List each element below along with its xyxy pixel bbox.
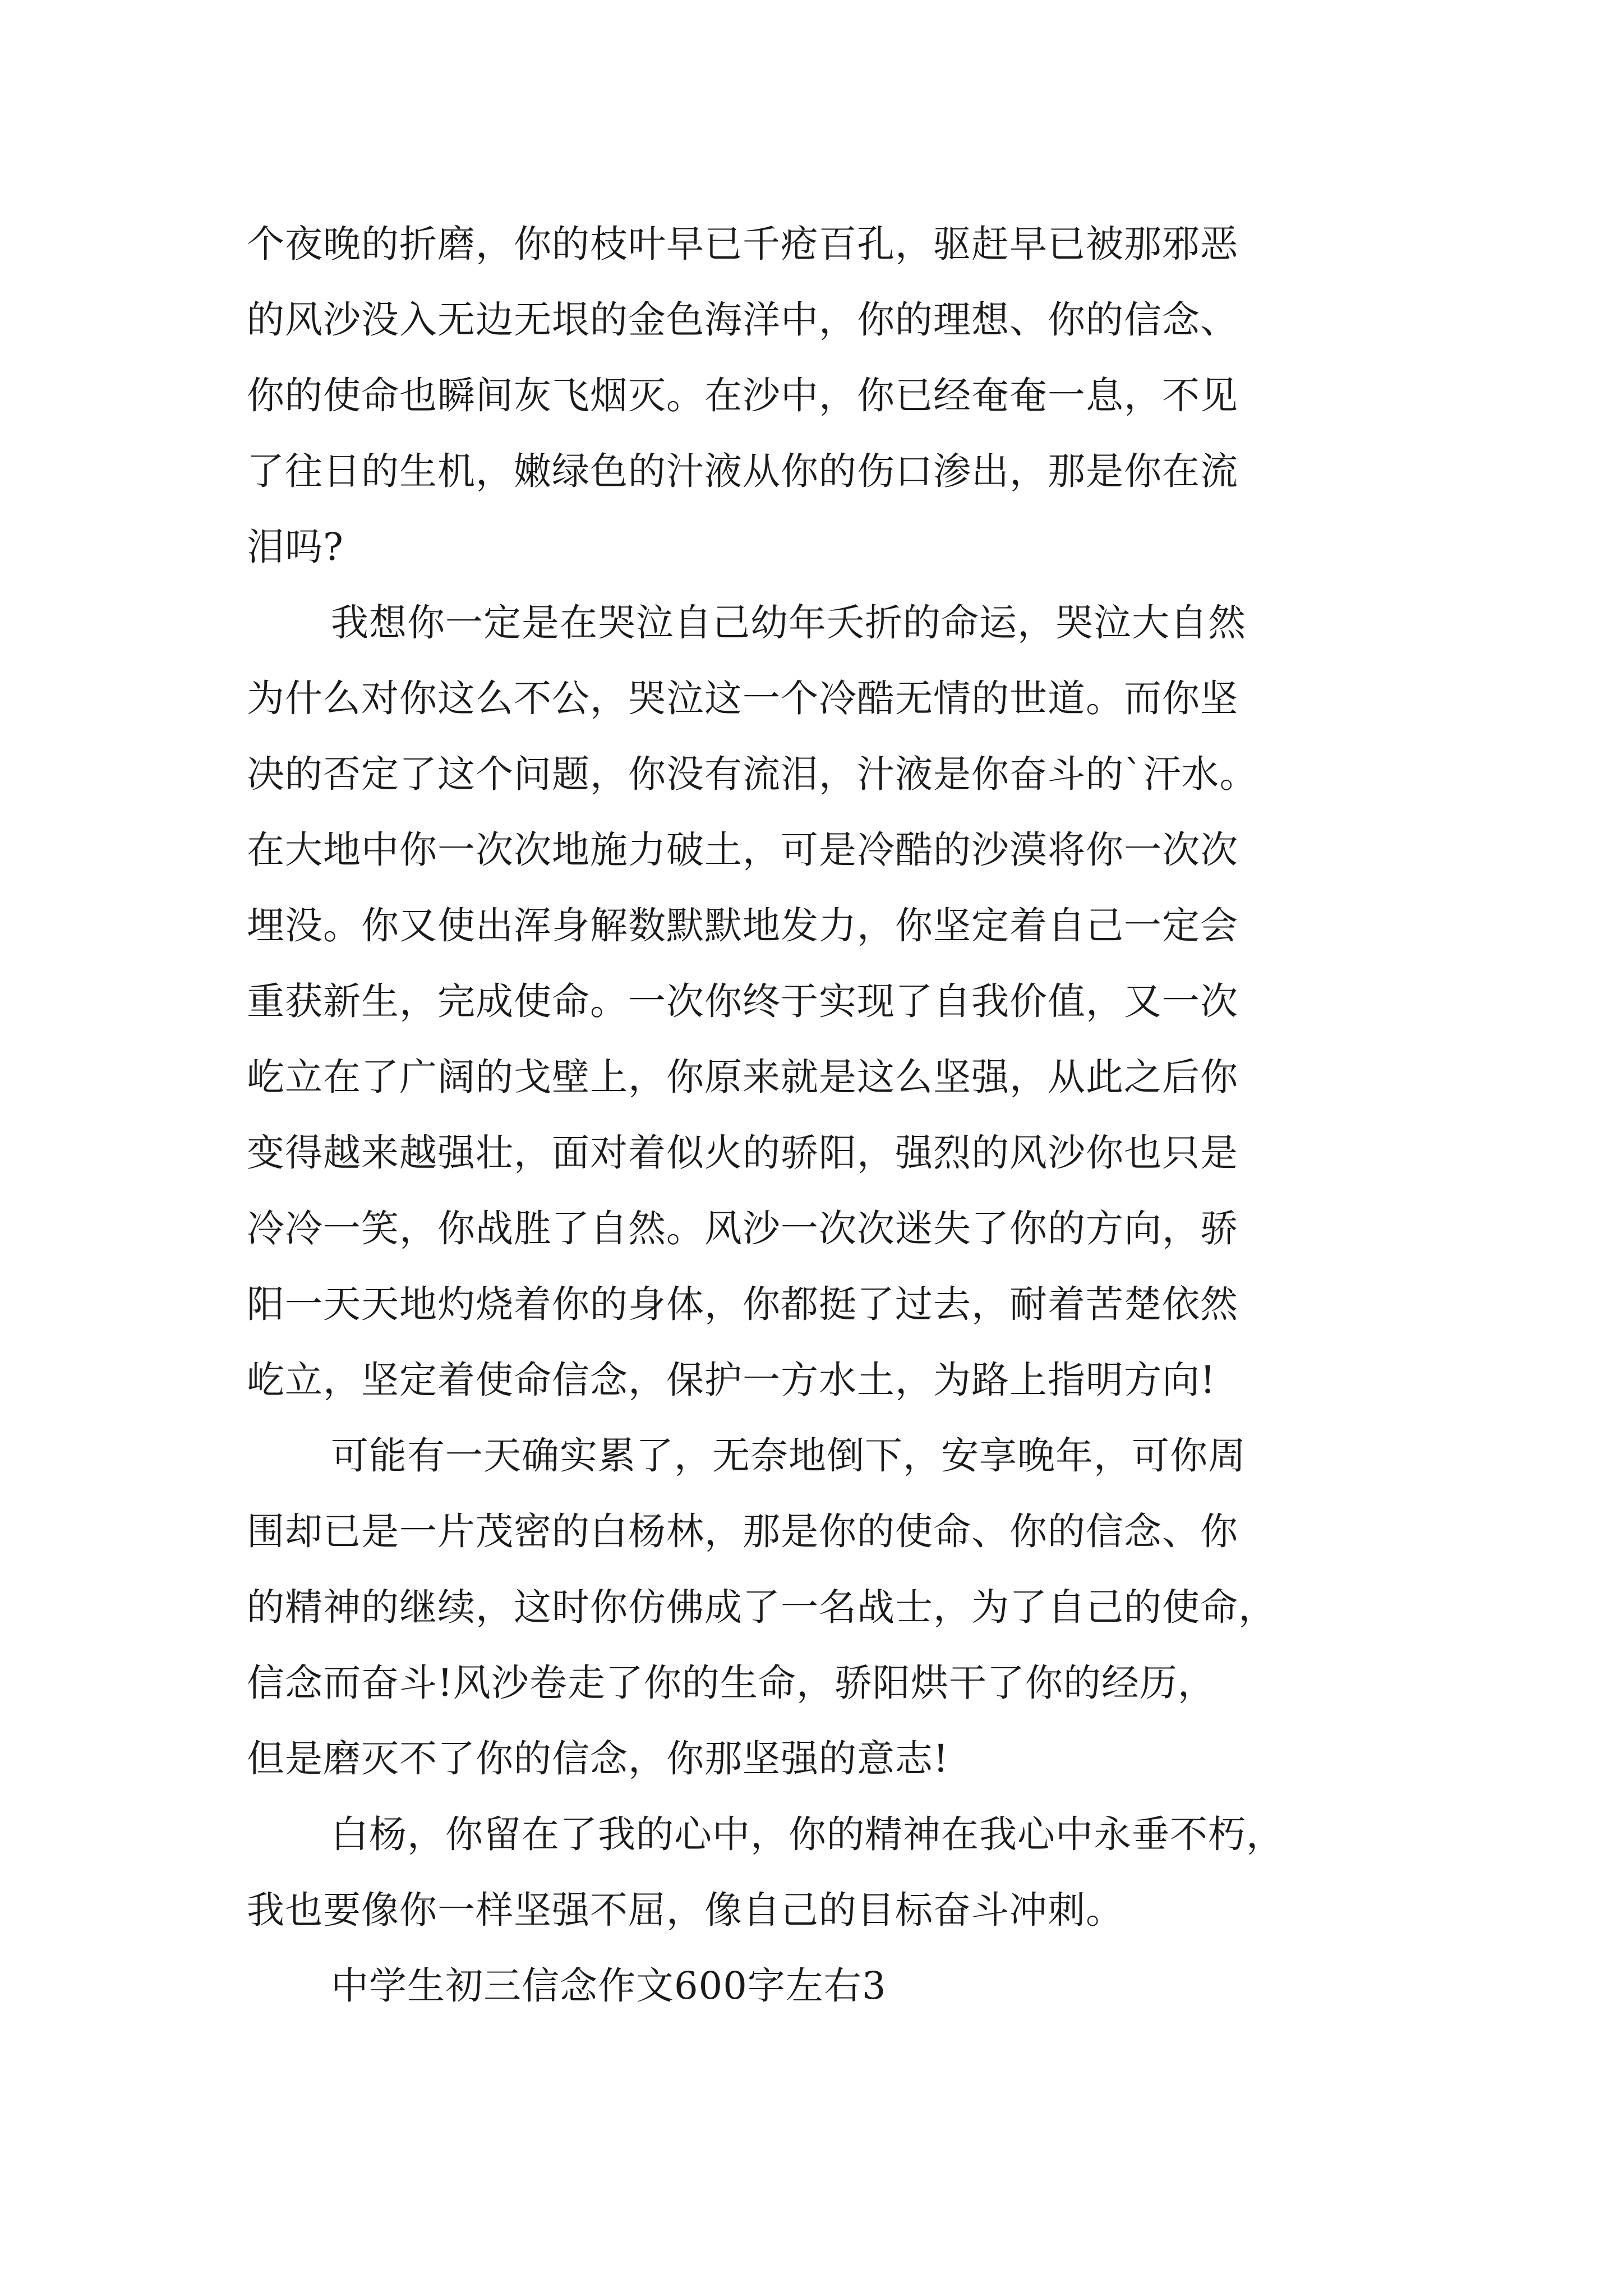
text-line: 变得越来越强壮，面对着似火的骄阳，强烈的风沙你也只是 [247, 1131, 1238, 1175]
text-line: 屹立在了广阔的戈壁上，你原来就是这么坚强，从此之后你 [247, 1055, 1238, 1099]
text-line: 的精神的继续，这时你仿佛成了一名战士，为了自己的使命， [247, 1585, 1276, 1629]
text-line: 冷冷一笑，你战胜了自然。风沙一次次迷失了你的方向，骄 [247, 1207, 1238, 1250]
text-line: 在大地中你一次次地施力破土，可是冷酷的沙漠将你一次次 [247, 828, 1238, 872]
text-line: 可能有一天确实累了，无奈地倒下，安享晚年，可你周 [331, 1434, 1246, 1478]
text-line: 个夜晚的折磨，你的枝叶早已千疮百孔，驱赶早已被那邪恶 [247, 222, 1238, 266]
text-line: 信念而奋斗!风沙卷走了你的生命，骄阳烘干了你的经历， [247, 1661, 1216, 1705]
text-line: 但是磨灭不了你的信念，你那坚强的意志! [247, 1737, 949, 1780]
text-line: 围却已是一片茂密的白杨林，那是你的使命、你的信念、你 [247, 1510, 1238, 1553]
text-line: 的风沙没入无边无垠的金色海洋中，你的理想、你的信念、 [247, 298, 1238, 342]
text-line: 为什么对你这么不公，哭泣这一个冷酷无情的世道。而你坚 [247, 677, 1238, 720]
text-line: 我想你一定是在哭泣自己幼年夭折的命运，哭泣大自然 [331, 601, 1246, 645]
text-line: 了往日的生机，嫩绿色的汁液从你的伤口渗出，那是你在流 [247, 449, 1238, 493]
text-line: 你的使命也瞬间灰飞烟灭。在沙中，你已经奄奄一息，不见 [247, 374, 1238, 417]
text-line: 泪吗? [247, 525, 344, 569]
text-line: 阳一天天地灼烧着你的身体，你都挺了过去，耐着苦楚依然 [247, 1282, 1238, 1326]
text-line: 决的否定了这个问题，你没有流泪，汁液是你奋斗的`汗水。 [247, 752, 1258, 796]
text-line: 白杨，你留在了我的心中，你的精神在我心中永垂不朽， [331, 1812, 1284, 1856]
section-title: 中学生初三信念作文600字左右3 [331, 1964, 887, 2008]
text-line: 我也要像你一样坚强不屈，像自己的目标奋斗冲刺。 [247, 1888, 1124, 1932]
text-line: 屹立，坚定着使命信念，保护一方水土，为路上指明方向! [247, 1358, 1216, 1402]
text-line: 重获新生，完成使命。一次你终于实现了自我价值，又一次 [247, 979, 1238, 1023]
text-line: 埋没。你又使出浑身解数默默地发力，你坚定着自己一定会 [247, 904, 1238, 947]
